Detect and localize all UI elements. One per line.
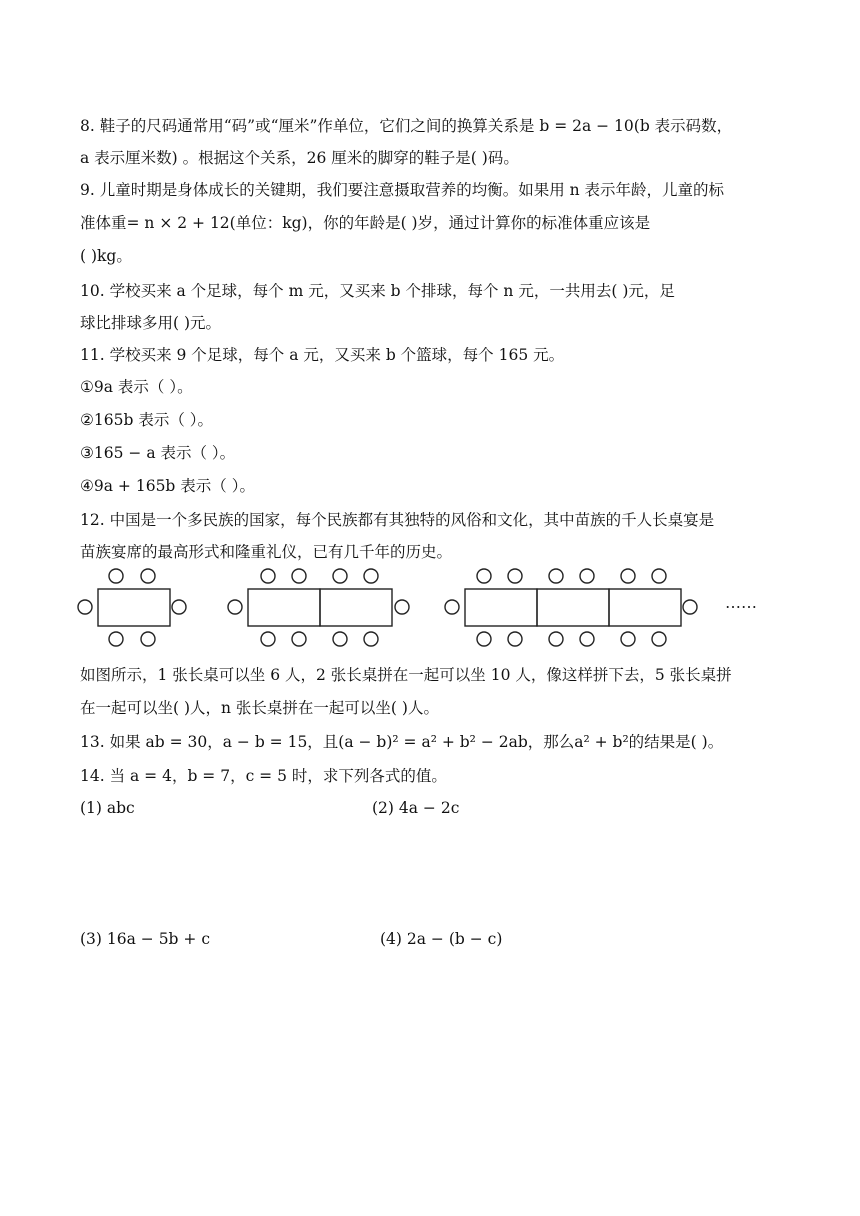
q14-part-3: (3) 16a − 5b + c: [80, 930, 210, 948]
long-table: [537, 589, 609, 626]
seat: [683, 600, 697, 614]
seat: [292, 632, 306, 646]
ellipsis: ……: [725, 593, 757, 612]
seat: [549, 632, 563, 646]
seat: [580, 632, 594, 646]
seat: [364, 569, 378, 583]
long-table: [465, 589, 537, 626]
q8-line-1: 8. 鞋子的尺码通常用“码”或“厘米”作单位，它们之间的换算关系是 b = 2a − 10(b 表示码数，: [80, 117, 733, 135]
seat: [261, 569, 275, 583]
seat: [228, 600, 242, 614]
long-table: [98, 589, 170, 626]
seat: [261, 632, 275, 646]
long-table: [320, 589, 392, 626]
q12-line-2: 苗族宴席的最高形式和隆重礼仪，已有几千年的历史。: [80, 543, 453, 561]
long-table-figure: [70, 562, 790, 658]
seat: [395, 600, 409, 614]
seat: [172, 600, 186, 614]
q11-stem: 11. 学校买来 9 个足球，每个 a 元，又买来 b 个篮球，每个 165 元。: [80, 346, 565, 364]
q11-part-2: ②165b 表示（ ）。: [80, 411, 214, 429]
seat: [652, 632, 666, 646]
seat: [364, 632, 378, 646]
seat: [109, 632, 123, 646]
seat: [333, 569, 347, 583]
q14-stem: 14. 当 a = 4，b = 7，c = 5 时，求下列各式的值。: [80, 767, 447, 785]
q9-line-3: ( )kg。: [80, 247, 132, 265]
q12-line-3: 如图所示，1 张长桌可以坐 6 人，2 张长桌拼在一起可以坐 10 人，像这样拼下去，5 张长桌拼: [80, 666, 732, 684]
long-table: [609, 589, 681, 626]
seat: [508, 632, 522, 646]
seat: [477, 569, 491, 583]
q9-line-1: 9. 儿童时期是身体成长的关键期，我们要注意摄取营养的均衡。如果用 n 表示年龄，儿童的标: [80, 181, 725, 199]
seat: [580, 569, 594, 583]
q14-part-1: (1) abc: [80, 799, 135, 817]
seat: [477, 632, 491, 646]
seat: [621, 632, 635, 646]
q11-part-3: ③165 − a 表示（ ）。: [80, 444, 236, 462]
q14-part-2: (2) 4a − 2c: [372, 799, 460, 817]
q12-line-4: 在一起可以坐( )人，n 张长桌拼在一起可以坐( )人。: [80, 699, 439, 717]
seat: [549, 569, 563, 583]
seat: [445, 600, 459, 614]
seat: [621, 569, 635, 583]
seat: [109, 569, 123, 583]
q11-part-4: ④9a + 165b 表示（ ）。: [80, 477, 255, 495]
table-group-3: [445, 569, 697, 646]
table-group-1: [78, 569, 186, 646]
seat: [508, 569, 522, 583]
seat: [141, 569, 155, 583]
q8-line-2: a 表示厘米数) 。根据这个关系，26 厘米的脚穿的鞋子是( )码。: [80, 149, 519, 167]
q10-line-1: 10. 学校买来 a 个足球，每个 m 元，又买来 b 个排球，每个 n 元，一共用去( )元，足: [80, 282, 675, 300]
seat: [141, 632, 155, 646]
seat: [78, 600, 92, 614]
seat: [292, 569, 306, 583]
seat: [652, 569, 666, 583]
q13-line-1: 13. 如果 ab = 30，a − b = 15，且(a − b)² = a² + b² − 2ab，那么a² + b²的结果是( )。: [80, 733, 724, 751]
seat: [333, 632, 347, 646]
q11-part-1: ①9a 表示（ ）。: [80, 378, 193, 396]
q9-line-2: 准体重= n × 2 + 12(单位：kg)，你的年龄是( )岁，通过计算你的标准体重应该是: [80, 214, 651, 232]
q14-part-4: (4) 2a − (b − c): [380, 930, 503, 948]
q10-line-2: 球比排球多用( )元。: [80, 314, 222, 332]
long-table: [248, 589, 320, 626]
q12-line-1: 12. 中国是一个多民族的国家，每个民族都有其独特的风俗和文化，其中苗族的千人长桌宴是: [80, 511, 715, 529]
table-group-2: [228, 569, 409, 646]
